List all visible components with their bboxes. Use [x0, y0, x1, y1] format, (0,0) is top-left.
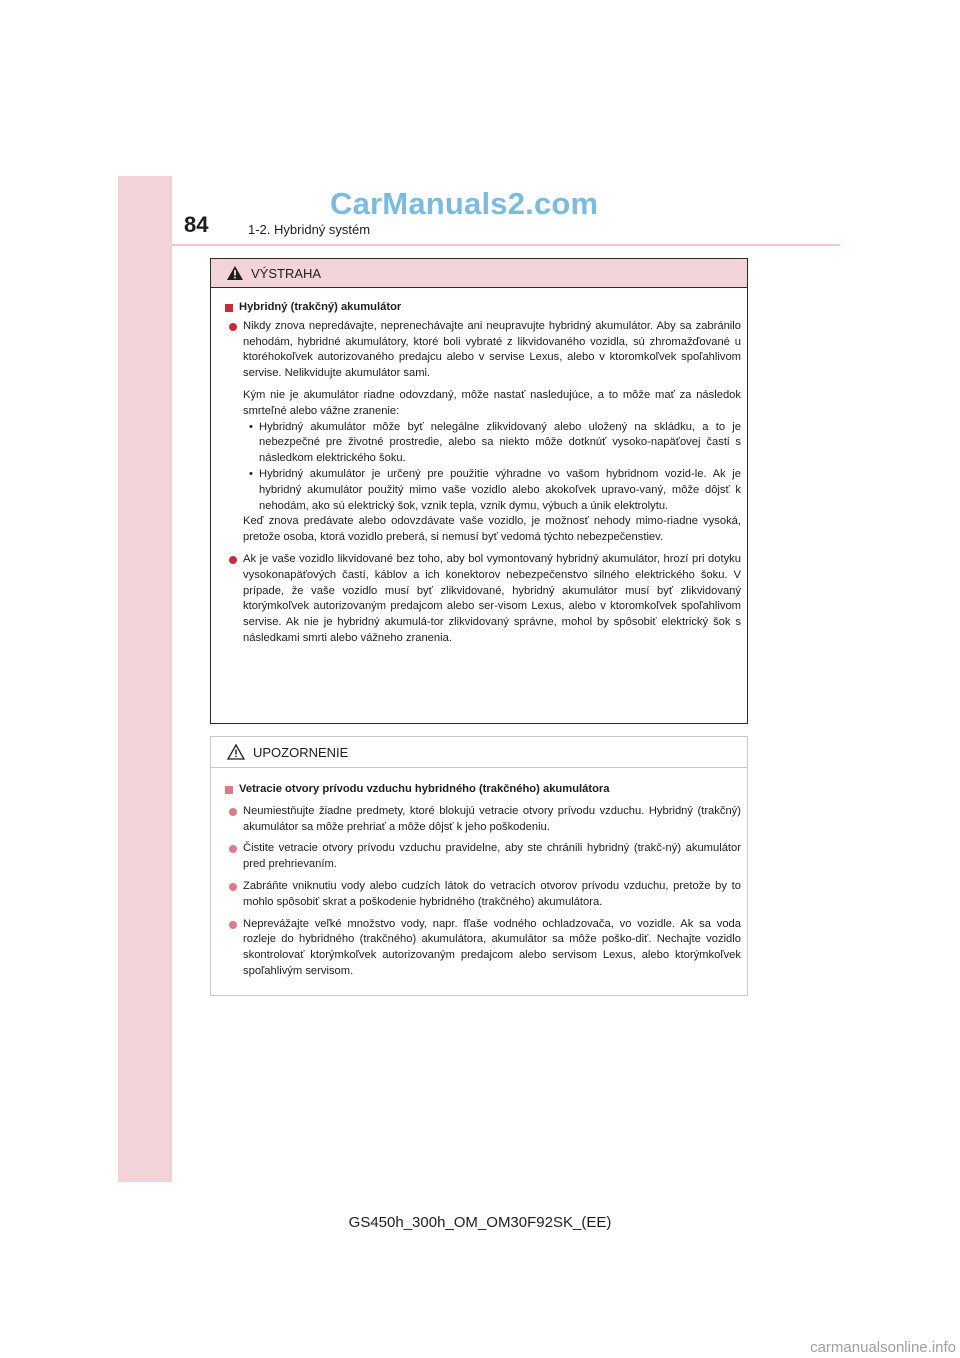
warning-item-text: Ak je vaše vozidlo likvidované bez toho, aby bol vymontovaný hybridný akumulátor, hrozí pri dotyku vysokonapäťových častí, káblov a ich konektorov nebezpečenstvo silného elektrického šoku. V prípade, že vaše vozidlo musí byť zlikvidované, hybridný akumulátor musí byť zlikvidovaný ktorýmkoľvek autorizovaným predajcom alebo ser-visom Lexus, alebo v ktoromkoľvek spoľahlivom servise. Ak nie je hybridný akumulá-tor zlikvidovaný správne, mohol by spôsobiť elektrický šok s následkami smrti alebo vážneho zranenia. [243, 552, 741, 644]
circle-bullet-icon [229, 921, 237, 929]
warning-title: VÝSTRAHA [251, 265, 322, 281]
caution-box [210, 736, 748, 996]
caution-item [225, 917, 741, 980]
bullet-text: Hybridný akumulátor je určený pre použitie výhradne vo vašom hybridnom vozid-le. Ak je hybridný akumulátor použitý mimo vaše vozidlo alebo akokoľvek upravo-vaný, môže dôjsť k nehodám, ako sú elektrický šok, vznik tepla, vznik dymu, výbuch a únik elektrolytu. [259, 467, 741, 512]
caution-item [225, 879, 741, 911]
caution-item-text: Neprevážajte veľké množstvo vody, napr. fľaše vodného ochladzovača, vo vozidle. Ak sa voda rozleje do hybridného (trakčného) akumulátora, akumulátor sa môže poško-diť. Nechajte vozidlo skontrolovať ktorýmkoľvek autorizovaným predajcom alebo servisom Lexus, alebo ktorýmkoľvek spoľahlivým servisom. [243, 917, 741, 977]
bullet-text: Hybridný akumulátor môže byť nelegálne zlikvidovaný alebo uložený na skládku, a to je nebezpečné pre životné prostredie, alebo sa niekto môže dotknúť vysoko-napäťovej časti s následkom elektrického šoku. [259, 420, 741, 465]
bullet-dot-icon: • [249, 420, 253, 433]
caution-item [225, 841, 741, 873]
caution-triangle-icon [227, 744, 245, 760]
watermark-logo: CarManuals2.com [330, 186, 599, 221]
warning-triangle-icon [227, 266, 243, 280]
warning-paragraph: Kým nie je akumulátor riadne odovzdaný, môže nastať nasledujúce, a to môže mať za následok smrteľné alebo vážne zranenie: [243, 388, 741, 417]
watermark-footer: carmanualsonline.info [810, 1339, 956, 1356]
circle-bullet-icon [229, 556, 237, 564]
caution-heading-text: Vetracie otvory prívodu vzduchu hybridného (trakčného) akumulátora [239, 783, 610, 795]
square-bullet-icon [225, 786, 233, 794]
circle-bullet-icon [229, 808, 237, 816]
section-title: 1-2. Hybridný systém [248, 222, 371, 237]
caution-item [225, 804, 741, 836]
list-item [249, 420, 741, 467]
warning-item [225, 552, 741, 647]
header-rule [172, 244, 840, 246]
caution-item-text: Neumiestňujte žiadne predmety, ktoré blokujú vetracie otvory prívodu vzduchu. Hybridný (trakčný) akumulátor sa môže prehriať a môže dôjsť k jeho poškodeniu. [243, 804, 741, 833]
caution-heading [225, 782, 741, 798]
warning-header [211, 259, 747, 288]
caution-item-text: Čistite vetracie otvory prívodu vzduchu pravidelne, aby ste chránili hybridný (trakč-ný) akumulátor pred prehrievaním. [243, 842, 741, 871]
caution-header [211, 737, 747, 768]
caution-title: UPOZORNENIE [253, 744, 349, 760]
page-number: 84 [184, 212, 209, 237]
square-bullet-icon [225, 304, 233, 312]
document-code: GS450h_300h_OM_OM30F92SK_(EE) [348, 1214, 612, 1231]
warning-box [210, 258, 748, 724]
side-band [118, 176, 172, 1182]
circle-bullet-icon [229, 323, 237, 331]
circle-bullet-icon [229, 845, 237, 853]
warning-bullets [243, 420, 741, 515]
warning-paragraph: Keď znova predávate alebo odovzdávate vaše vozidlo, je možnosť nehody mimo-riadne vysoká, pretože osoba, ktorá vozidlo preberá, si nemusí byť vedomá týchto nebezpečenstiev. [243, 515, 741, 544]
bullet-dot-icon: • [249, 467, 253, 480]
circle-bullet-icon [229, 883, 237, 891]
warning-heading [225, 300, 741, 316]
caution-item-text: Zabráňte vniknutiu vody alebo cudzích látok do vetracích otvorov prívodu vzduchu, pretože by to mohlo spôsobiť skrat a poškodenie hybridného (trakčného) akumulátora. [243, 879, 741, 908]
list-item [249, 467, 741, 514]
warning-item-text: Nikdy znova nepredávajte, neprenechávajte ani neupravujte hybridný akumulátor. Aby sa zabránilo nehodám, hybridné akumulátory, ktoré boli vybraté z likvidovaného vozidla, sú zhromažďované u ktoréhokoľvek autorizovaného predajcu alebo v servise Lexus, alebo v ktoromkoľvek spoľahlivom servise. Nelikvidujte akumulátor sami. [243, 319, 741, 380]
warning-heading-text: Hybridný (trakčný) akumulátor [239, 301, 402, 313]
warning-item [225, 319, 741, 382]
